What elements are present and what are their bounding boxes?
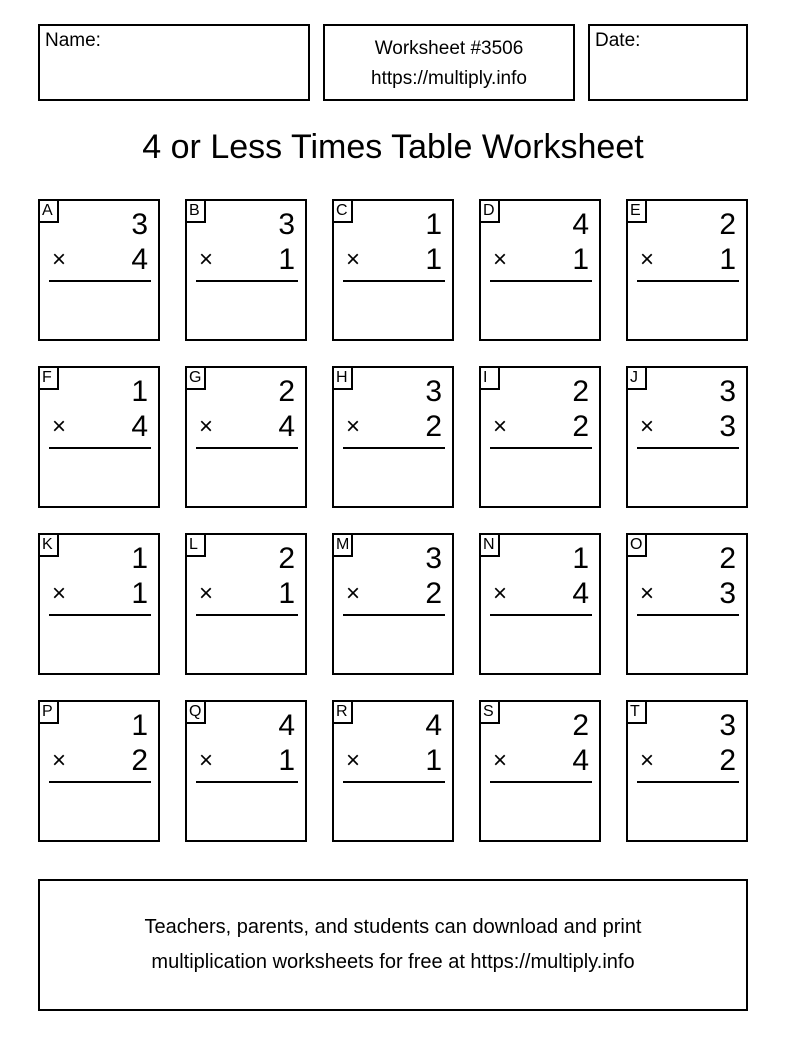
problem-card[interactable]: [332, 366, 454, 508]
problem-bottom-number: 2: [131, 744, 148, 777]
answer-line: [196, 280, 298, 282]
answer-line: [196, 614, 298, 616]
answer-line: [343, 447, 445, 449]
worksheet-info-box: [323, 24, 575, 101]
problem-letter: R: [332, 700, 353, 724]
multiply-sign: ×: [52, 246, 67, 273]
problem-top-number: 4: [572, 208, 589, 241]
answer-line: [343, 280, 445, 282]
problem-top-number: 1: [425, 208, 442, 241]
problem-bottom-number: 1: [425, 744, 442, 777]
problem-bottom-number: 2: [719, 744, 736, 777]
problem-letter: M: [332, 533, 353, 557]
footer-text-line-1: Teachers, parents, and students can download and print: [144, 916, 642, 938]
multiply-sign: ×: [640, 413, 655, 440]
problem-card[interactable]: [185, 366, 307, 508]
multiply-sign: ×: [52, 747, 67, 774]
multiply-sign: ×: [52, 413, 67, 440]
problem-bottom-number: 3: [719, 577, 736, 610]
problem-letter: F: [38, 366, 59, 390]
problem-top-number: 1: [131, 375, 148, 408]
problem-bottom-number: 1: [278, 577, 295, 610]
multiply-sign: ×: [346, 747, 361, 774]
problem-top-number: 3: [719, 709, 736, 742]
problem-card[interactable]: [479, 199, 601, 341]
problem-card[interactable]: [626, 366, 748, 508]
date-field-box[interactable]: [588, 24, 748, 101]
problem-top-number: 2: [278, 542, 295, 575]
problem-card[interactable]: [38, 700, 160, 842]
problem-top-number: 1: [131, 709, 148, 742]
problem-letter: E: [626, 199, 647, 223]
problem-card[interactable]: [626, 199, 748, 341]
problem-bottom-number: 4: [278, 410, 295, 443]
multiply-sign: ×: [346, 580, 361, 607]
multiply-sign: ×: [199, 246, 214, 273]
answer-line: [637, 280, 739, 282]
answer-line: [637, 447, 739, 449]
problem-card[interactable]: [185, 199, 307, 341]
problem-bottom-number: 3: [719, 410, 736, 443]
problem-card[interactable]: [332, 533, 454, 675]
worksheet-url: https://multiply.info: [371, 68, 527, 89]
problem-top-number: 4: [425, 709, 442, 742]
problem-top-number: 4: [278, 709, 295, 742]
answer-line: [49, 280, 151, 282]
date-label: Date:: [595, 30, 641, 51]
problem-bottom-number: 4: [131, 410, 148, 443]
problem-letter: H: [332, 366, 353, 390]
problem-letter: K: [38, 533, 59, 557]
name-field-box[interactable]: [38, 24, 310, 101]
multiply-sign: ×: [640, 580, 655, 607]
problem-bottom-number: 1: [425, 243, 442, 276]
answer-line: [490, 614, 592, 616]
problem-letter: L: [185, 533, 206, 557]
answer-line: [196, 781, 298, 783]
problem-letter: A: [38, 199, 59, 223]
multiply-sign: ×: [493, 246, 508, 273]
footer-note-box: [38, 879, 748, 1011]
problem-card[interactable]: [626, 533, 748, 675]
problem-top-number: 3: [425, 375, 442, 408]
answer-line: [490, 280, 592, 282]
problem-card[interactable]: [479, 700, 601, 842]
multiply-sign: ×: [493, 413, 508, 440]
problem-top-number: 1: [572, 542, 589, 575]
problem-bottom-number: 1: [719, 243, 736, 276]
problem-card[interactable]: [38, 366, 160, 508]
problem-letter: J: [626, 366, 647, 390]
answer-line: [637, 614, 739, 616]
problem-letter: C: [332, 199, 353, 223]
problem-bottom-number: 1: [278, 744, 295, 777]
problem-card[interactable]: [185, 533, 307, 675]
multiply-sign: ×: [493, 747, 508, 774]
answer-line: [49, 781, 151, 783]
page-title: 4 or Less Times Table Worksheet: [142, 128, 644, 166]
problem-letter: P: [38, 700, 59, 724]
problem-card[interactable]: [38, 199, 160, 341]
multiply-sign: ×: [493, 580, 508, 607]
problem-top-number: 3: [425, 542, 442, 575]
problem-top-number: 1: [131, 542, 148, 575]
problem-card[interactable]: [479, 366, 601, 508]
problem-bottom-number: 2: [425, 410, 442, 443]
problem-letter: I: [479, 366, 500, 390]
problem-top-number: 2: [572, 375, 589, 408]
problem-card[interactable]: [332, 199, 454, 341]
answer-line: [490, 447, 592, 449]
multiply-sign: ×: [199, 413, 214, 440]
problem-top-number: 3: [278, 208, 295, 241]
multiply-sign: ×: [199, 747, 214, 774]
problem-top-number: 2: [278, 375, 295, 408]
problem-top-number: 3: [719, 375, 736, 408]
problem-bottom-number: 1: [278, 243, 295, 276]
multiply-sign: ×: [640, 747, 655, 774]
multiply-sign: ×: [346, 413, 361, 440]
problem-card[interactable]: [185, 700, 307, 842]
problem-bottom-number: 2: [572, 410, 589, 443]
problem-top-number: 2: [719, 208, 736, 241]
worksheet-number: Worksheet #3506: [374, 38, 524, 59]
problem-bottom-number: 4: [572, 744, 589, 777]
problem-bottom-number: 1: [131, 577, 148, 610]
problem-letter: Q: [185, 700, 206, 724]
answer-line: [490, 781, 592, 783]
problem-top-number: 2: [572, 709, 589, 742]
problem-card[interactable]: [332, 700, 454, 842]
problem-card[interactable]: [38, 533, 160, 675]
problem-bottom-number: 1: [572, 243, 589, 276]
problem-letter: G: [185, 366, 206, 390]
problem-card[interactable]: [479, 533, 601, 675]
problem-letter: T: [626, 700, 647, 724]
problem-bottom-number: 4: [572, 577, 589, 610]
problem-bottom-number: 2: [425, 577, 442, 610]
multiply-sign: ×: [640, 246, 655, 273]
problem-letter: S: [479, 700, 500, 724]
problem-bottom-number: 4: [131, 243, 148, 276]
answer-line: [343, 781, 445, 783]
name-label: Name:: [45, 30, 101, 51]
answer-line: [196, 447, 298, 449]
problem-letter: D: [479, 199, 500, 223]
multiply-sign: ×: [199, 580, 214, 607]
problem-letter: O: [626, 533, 647, 557]
answer-line: [637, 781, 739, 783]
answer-line: [49, 614, 151, 616]
footer-text-line-2: multiplication worksheets for free at https://multiply.info: [151, 951, 635, 973]
multiply-sign: ×: [346, 246, 361, 273]
answer-line: [343, 614, 445, 616]
multiply-sign: ×: [52, 580, 67, 607]
problem-letter: B: [185, 199, 206, 223]
problem-card[interactable]: [626, 700, 748, 842]
answer-line: [49, 447, 151, 449]
problem-top-number: 2: [719, 542, 736, 575]
problem-top-number: 3: [131, 208, 148, 241]
problem-letter: N: [479, 533, 500, 557]
